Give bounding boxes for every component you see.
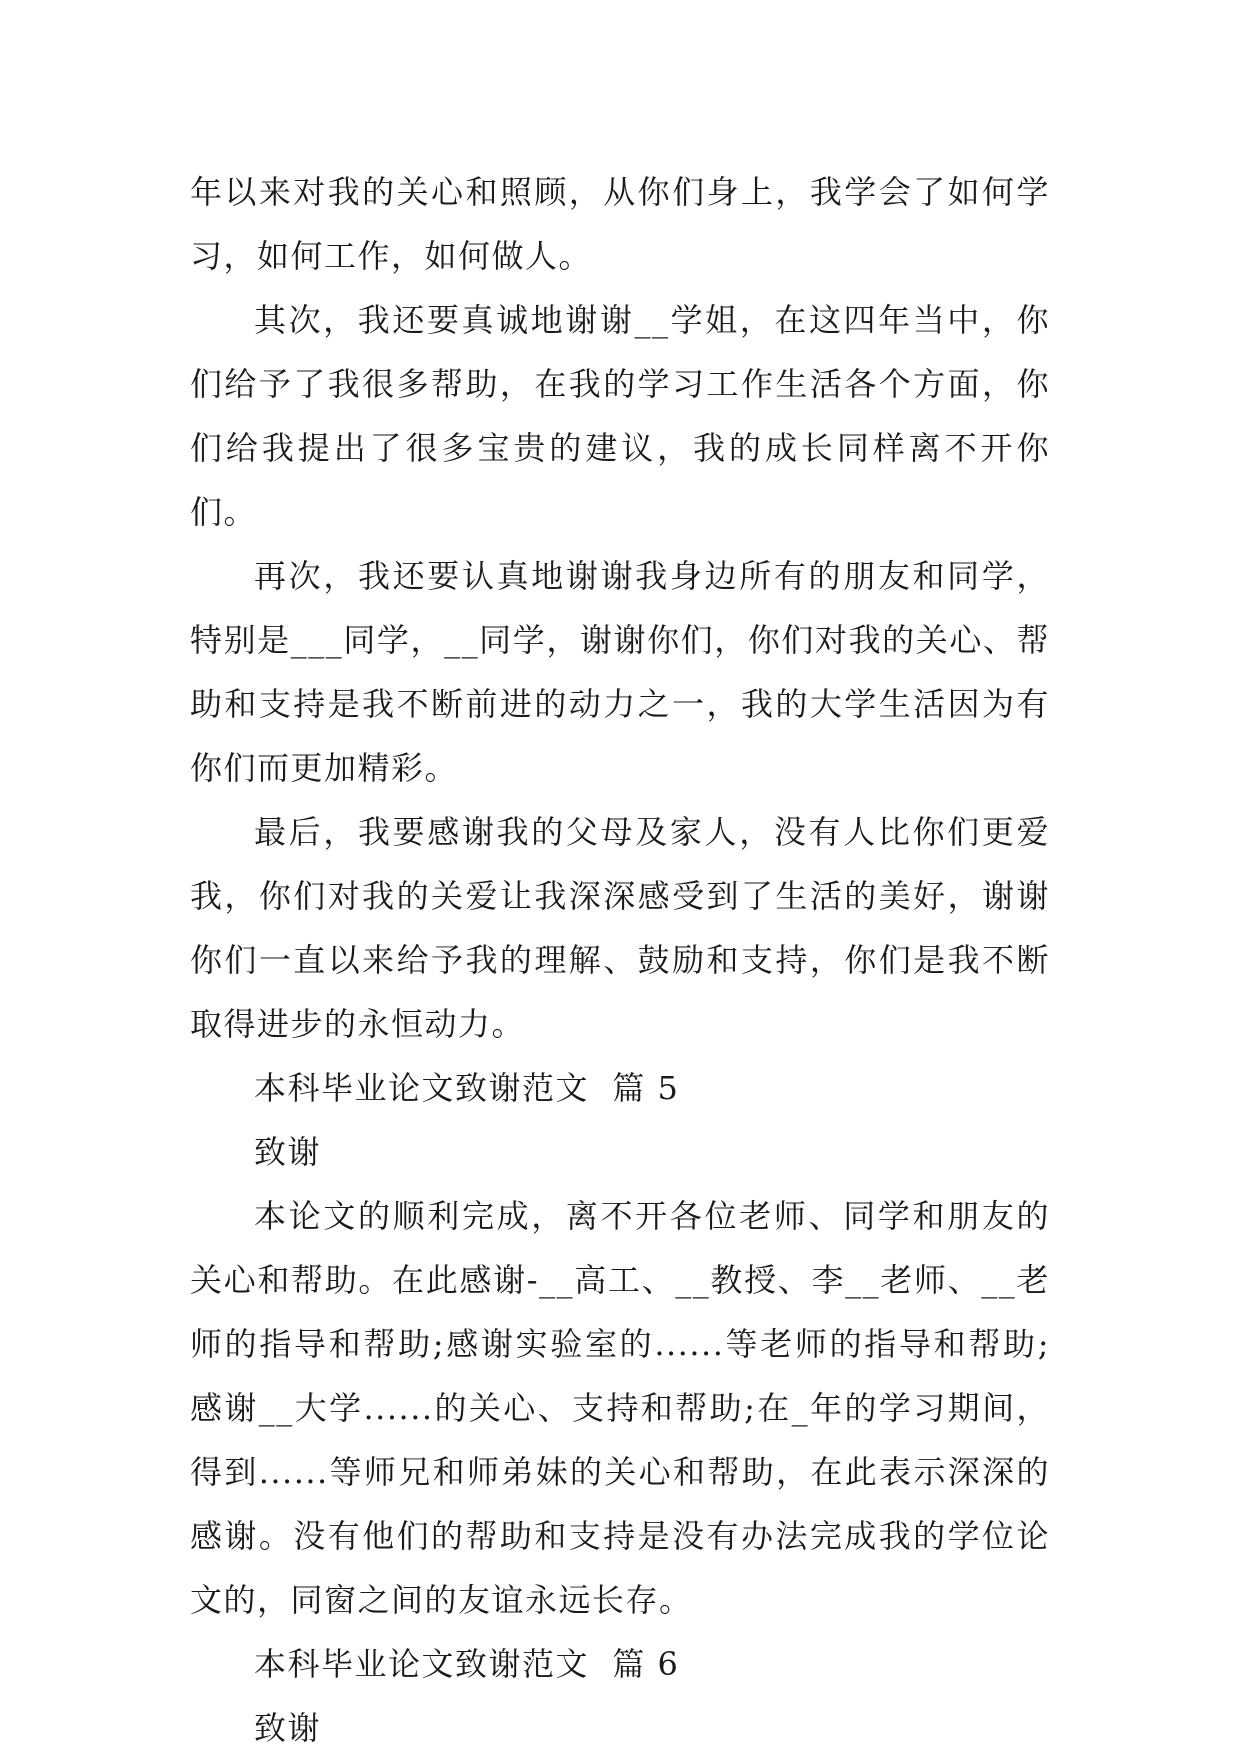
document-body xyxy=(190,160,1050,1760)
paragraph-thanks-family: 最后，我要感谢我的父母及家人，没有人比你们更爱我，你们对我的关爱让我深深感受到了生活的美好，谢谢你们一直以来给予我的理解、鼓励和支持，你们是我不断取得进步的永恒动力。 xyxy=(190,813,1050,1043)
section-6-subtitle: 致谢 xyxy=(254,1709,322,1747)
paragraph-thanks-friends: 再次，我还要认真地谢谢我身边所有的朋友和同学，特别是___同学，__同学，谢谢你们，你们对我的关心、帮助和支持是我不断前进的动力之一，我的大学生活因为有你们而更加精彩。 xyxy=(190,557,1050,787)
section-5-subtitle: 致谢 xyxy=(254,1133,322,1171)
paragraph-thanks-senior: 其次，我还要真诚地谢谢__学姐，在这四年当中，你们给予了我很多帮助，在我的学习工作生活各个方面，你们给我提出了很多宝贵的建议，我的成长同样离不开你们。 xyxy=(190,301,1050,531)
section-5-title: 本科毕业论文致谢范文 篇 5 xyxy=(254,1069,680,1107)
section-5-body: 本论文的顺利完成，离不开各位老师、同学和朋友的关心和帮助。在此感谢-__高工、__教授、李__老师、__老师的指导和帮助;感谢实验室的......等老师的指导和帮助;感谢__大学......的关心、支持和帮助;在_年的学习期间，得到......等师兄和师弟妹的关心和帮助，在此表示深深的感谢。没有他们的帮助和支持是没有办法完成我的学位论文的，同窗之间的友谊永远长存。 xyxy=(190,1197,1050,1619)
section-6-title: 本科毕业论文致谢范文 篇 6 xyxy=(254,1645,680,1683)
paragraph-continuation: 年以来对我的关心和照顾，从你们身上，我学会了如何学习，如何工作，如何做人。 xyxy=(190,173,1050,275)
